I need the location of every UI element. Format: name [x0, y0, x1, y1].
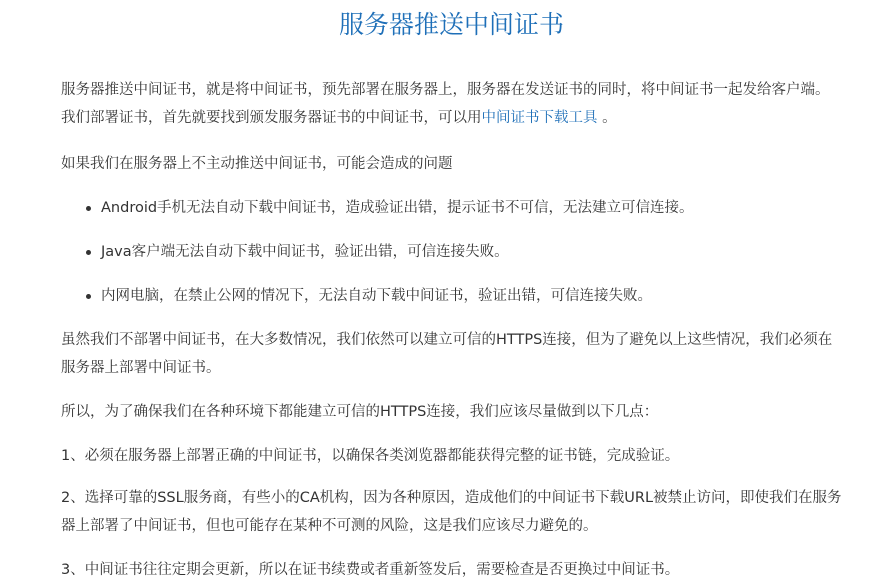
bullet-icon [86, 250, 91, 255]
intro-text: 服务器推送中间证书，就是将中间证书，预先部署在服务器上，服务器在发送证书的同时，将中间证书一起发给客户端。我们部署证书，首先就要找到颁发服务器证书的中间证书，可以用 [61, 82, 830, 126]
intro-paragraph [61, 76, 842, 132]
list-item-text: Java客户端无法自动下载中间证书，验证出错，可信连接失败。 [101, 244, 509, 260]
although-paragraph: 虽然我们不部署中间证书，在大多数情况，我们依然可以建立可信的HTTPS连接，但为了避免以上这些情况，我们必须在服务器上部署中间证书。 [61, 332, 833, 376]
list-item-text: 内网电脑，在禁止公网的情况下，无法自动下载中间证书，验证出错，可信连接失败。 [101, 288, 652, 304]
list-item [83, 194, 842, 222]
list-item [83, 238, 842, 266]
page-title: 服务器推送中间证书 [338, 10, 564, 39]
so-paragraph: 所以，为了确保我们在各种环境下都能建立可信的HTTPS连接，我们应该尽量做到以下几点： [61, 404, 659, 420]
bullet-icon [86, 294, 91, 299]
bullet-icon [86, 206, 91, 211]
issues-list [61, 194, 842, 310]
point-1-paragraph: 1、必须在服务器上部署正确的中间证书，以确保各类浏览器都能获得完整的证书链，完成验证。 [61, 448, 680, 464]
cert-download-tool-link[interactable]: 中间证书下载工具 [481, 110, 598, 126]
list-item-text: Android手机无法自动下载中间证书，造成验证出错，提示证书不可信，无法建立可信连接。 [101, 200, 694, 216]
question-paragraph: 如果我们在服务器上不主动推送中间证书，可能会造成的问题 [61, 156, 453, 172]
point-3-paragraph: 3、中间证书往往定期会更新，所以在证书续费或者重新签发后，需要检查是否更换过中间证书。 [61, 562, 680, 578]
point-2-paragraph: 2、选择可靠的SSL服务商，有些小的CA机构，因为各种原因，造成他们的中间证书下载URL被禁止访问，即使我们在服务器上部署了中间证书，但也可能存在某种不可测的风险，这是我们应该尽力避免的。 [61, 490, 842, 534]
intro-text-end: 。 [597, 110, 617, 126]
list-item [83, 282, 842, 310]
